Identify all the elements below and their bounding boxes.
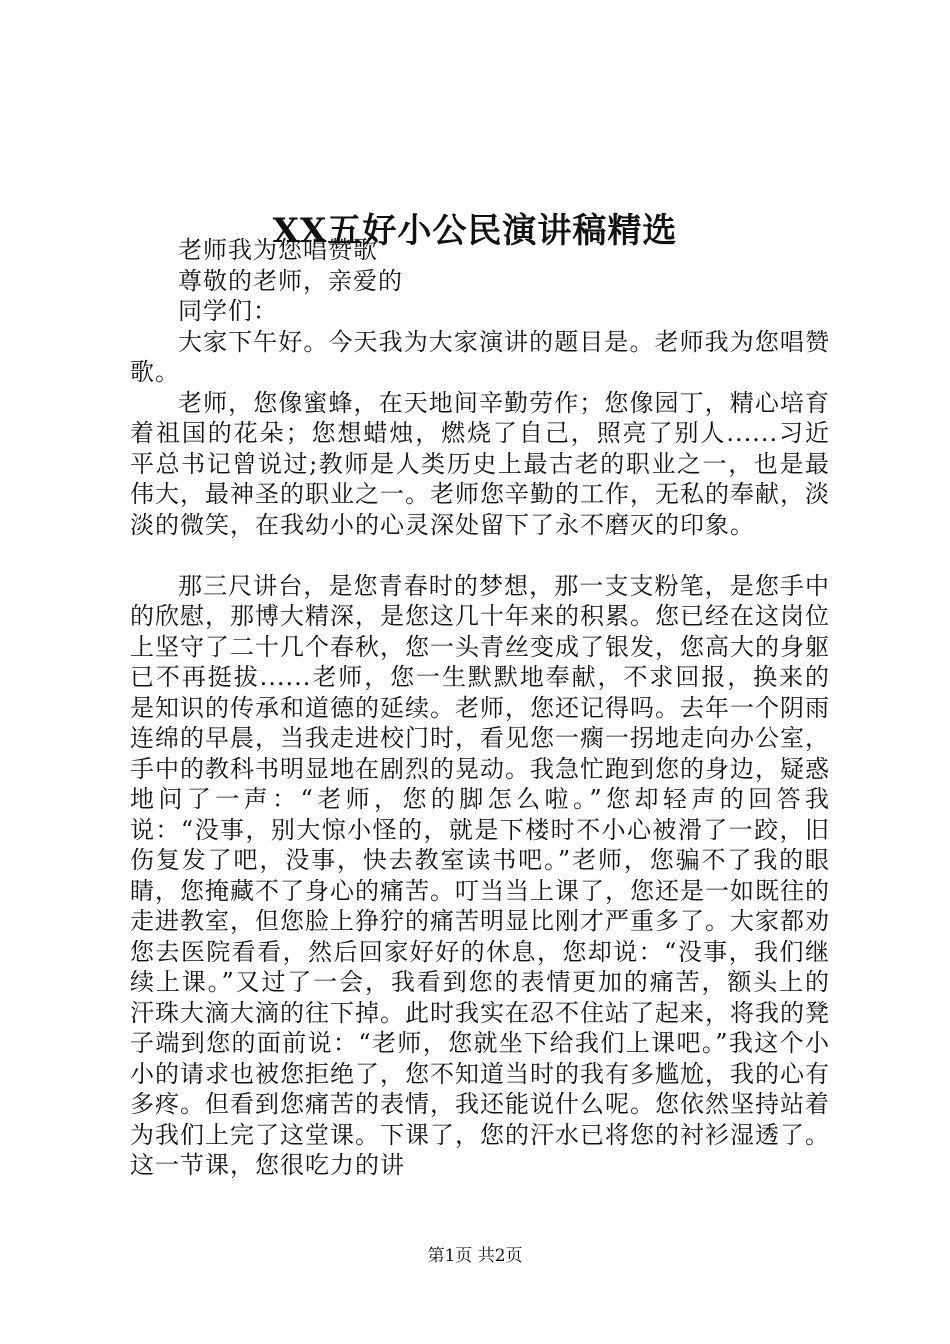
paragraph-salutation: 尊敬的老师，亲爱的 [178,266,403,295]
paragraph-teacher-praise: 老师，您像蜜蜂，在天地间辛勤劳作；您像园丁，精心培育着祖国的花朵；您想蜡烛，燃烧了自己，照亮了别人......习近平总书记曾说过;教师是人类历史上最古老的职业之一，也是最伟大，最神圣的职业之一。老师您辛勤的工作，无私的奉献，淡淡的微笑，在我幼小的心灵深处留下了永不磨灭的印象。 [130,388,830,539]
document-title: XX五好小公民演讲稿精选 [272,210,678,251]
paragraph-salutation-cont: 同学们： [178,297,278,325]
paragraph-opening: 大家下午好。今天我为大家演讲的题目是。老师我为您唱赞歌。 [130,327,830,386]
page-footer: 第1页 共2页 [427,1246,523,1266]
paragraph-story: 那三尺讲台，是您青春时的梦想，那一支支粉笔，是您手中的欣慰，那博大精深，是您这几十年来的积累。您已经在这岗位上坚守了二十几个春秋，您一头青丝变成了银发，您高大的身躯已不再挺拔......老师，您一生默默地奉献，不求回报，换来的是知识的传承和道德的延续。老师，您还记得吗。去年一个阴雨连绵的早晨，当我走进校门时，看见您一瘸一拐地走向办公室，手中的教科书明显地在剧烈的晃动。我急忙跑到您的身边，疑惑地问了一声：“老师，您的脚怎么啦。”您却轻声的回答我说：“没事，别大惊小怪的，就是下楼时不小心被滑了一跤，旧伤复发了吧，没事，快去教室读书吧。”老师，您骗不了我的眼睛，您掩藏不了身心的痛苦。叮当当上课了，您还是一如既往的走进教室，但您脸上狰狞的痛苦明显比刚才严重多了。大家都劝您去医院看看，然后回家好好的休息，您却说：“没事，我们继续上课。”又过了一会，我看到您的表情更加的痛苦，额头上的汗珠大滴大滴的往下掉。此时我实在忍不住站了起来，将我的凳子端到您的面前说：“老师，您就坐下给我们上课吧。”我这个小小的请求也被您拒绝了，您不知道当时的我有多尴尬，我的心有多疼。但看到您痛苦的表情，我还能说什么呢。您依然坚持站着为我们上完了这堂课。下课了，您的汗水已将您的衬衫湿透了。这一节课，您很吃力的讲 [130,571,830,1179]
document-body [130,235,830,1181]
paragraph-speech-topic: 老师我为您唱赞歌 [178,236,378,264]
paragraph-gap [130,540,830,571]
